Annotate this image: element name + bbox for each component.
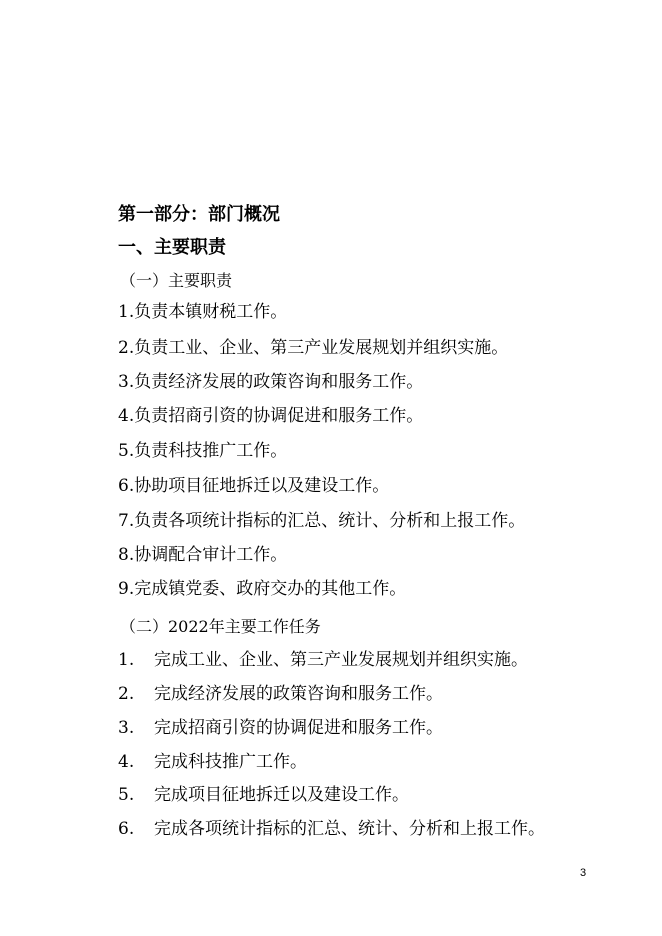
list-item-number: 6.: [118, 819, 135, 839]
list-item-text: 完成项目征地拆迁以及建设工作。: [154, 785, 409, 805]
list-item: 2.负责工业、企业、第三产业发展规划并组织实施。: [118, 338, 509, 358]
list-item: 1.负责本镇财税工作。: [118, 302, 288, 322]
page-number: 3: [580, 867, 587, 879]
list-item: [118, 716, 443, 740]
list-item-text: 完成经济发展的政策咨询和服务工作。: [154, 684, 443, 704]
subsection-title-tasks: （二）2022年主要工作任务: [120, 617, 321, 636]
list-item: 3.负责经济发展的政策咨询和服务工作。: [118, 372, 424, 392]
list-item-text: 完成各项统计指标的汇总、统计、分析和上报工作。: [154, 819, 545, 839]
list-item: 8.协调配合审计工作。: [118, 545, 288, 565]
list-item-number: 1.: [118, 650, 135, 670]
section-title: 一、主要职责: [118, 237, 226, 258]
part-title: 第一部分：部门概况: [118, 204, 280, 225]
list-item: 7.负责各项统计指标的汇总、统计、分析和上报工作。: [118, 511, 526, 531]
list-item: [118, 682, 443, 706]
list-item-number: 4.: [118, 752, 135, 772]
list-item: [118, 648, 528, 672]
list-item: 6.协助项目征地拆迁以及建设工作。: [118, 476, 390, 496]
list-item-text: 完成工业、企业、第三产业发展规划并组织实施。: [154, 650, 528, 670]
list-item-number: 2.: [118, 684, 135, 704]
list-item-number: 3.: [118, 718, 135, 738]
list-item-text: 完成科技推广工作。: [154, 752, 307, 772]
list-item: 5.负责科技推广工作。: [118, 441, 288, 461]
subsection-title-duties: （一）主要职责: [120, 271, 233, 290]
list-item: [118, 750, 307, 774]
list-item-number: 5.: [118, 785, 135, 805]
list-item: 9.完成镇党委、政府交办的其他工作。: [118, 579, 407, 599]
list-item: [118, 817, 545, 841]
list-item: 4.负责招商引资的协调促进和服务工作。: [118, 406, 424, 426]
list-item-text: 完成招商引资的协调促进和服务工作。: [154, 718, 443, 738]
list-item: [118, 783, 409, 807]
